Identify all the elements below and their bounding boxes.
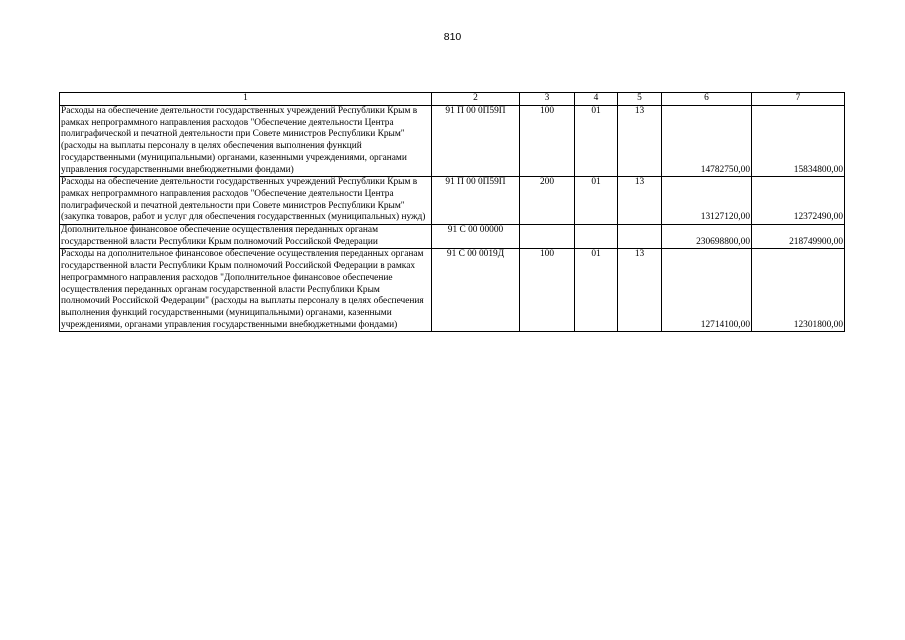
table-row (60, 225, 845, 249)
header-col-1: 1 (60, 93, 432, 106)
expense-name-cell: Расходы на обеспечение деятельности государственных учреждений Республики Крым в рамках непрограммного направления расходов "Обеспечение деятельности Центра полиграфической и печатной деятельности при Совете министров Республики Крым" (расходы на выплаты персоналу в целях обеспечения выполнения функций государственными (муниципальными) органами, казенными учреждениями, органами управления государственными внебюджетными фондами) (60, 106, 432, 177)
table-row (60, 106, 845, 177)
target-code-cell: 91 С 00 0019Д (432, 249, 520, 332)
table-header-row (60, 93, 845, 106)
target-code-cell: 91 П 00 0П59П (432, 106, 520, 177)
table-row (60, 249, 845, 332)
col4-cell: 01 (575, 249, 618, 332)
header-col-4: 4 (575, 93, 618, 106)
table-row (60, 177, 845, 225)
header-col-5: 5 (618, 93, 662, 106)
amount-col6-cell: 230698800,00 (662, 225, 752, 249)
header-col-7: 7 (752, 93, 845, 106)
col5-cell: 13 (618, 249, 662, 332)
page-number: 810 (443, 31, 462, 43)
amount-col6-cell: 12714100,00 (662, 249, 752, 332)
amount-col6-cell: 14782750,00 (662, 106, 752, 177)
col4-cell: 01 (575, 177, 618, 225)
col5-cell: 13 (618, 106, 662, 177)
expense-name-cell: Дополнительное финансовое обеспечение осуществления переданных органам государственной власти Республики Крым полномочий Российской Федерации (60, 225, 432, 249)
col4-cell: 01 (575, 106, 618, 177)
amount-col7-cell: 12372490,00 (752, 177, 845, 225)
col4-cell (575, 225, 618, 249)
header-col-6: 6 (662, 93, 752, 106)
col5-cell (618, 225, 662, 249)
amount-col7-cell: 12301800,00 (752, 249, 845, 332)
col3-cell: 100 (520, 249, 575, 332)
budget-table (59, 92, 845, 332)
amount-col7-cell: 15834800,00 (752, 106, 845, 177)
col5-cell: 13 (618, 177, 662, 225)
col3-cell: 100 (520, 106, 575, 177)
expense-name-cell: Расходы на обеспечение деятельности государственных учреждений Республики Крым в рамках непрограммного направления расходов "Обеспечение деятельности Центра полиграфической и печатной деятельности при Совете министров Республики Крым" (закупка товаров, работ и услуг для обеспечения государственных (муниципальных) нужд) (60, 177, 432, 225)
target-code-cell: 91 С 00 00000 (432, 225, 520, 249)
col3-cell (520, 225, 575, 249)
header-col-2: 2 (432, 93, 520, 106)
amount-col7-cell: 218749900,00 (752, 225, 845, 249)
amount-col6-cell: 13127120,00 (662, 177, 752, 225)
target-code-cell: 91 П 00 0П59П (432, 177, 520, 225)
col3-cell: 200 (520, 177, 575, 225)
expense-name-cell: Расходы на дополнительное финансовое обеспечение осуществления переданных органам государственной власти Республики Крым полномочий Российской Федерации в рамках непрограммного направления расходов "Дополнительное финансовое обеспечение осуществления переданных органам государственной власти Республики Крым полномочий Российской Федерации" (расходы на выплаты персоналу в целях обеспечения выполнения функций государственными (муниципальными) органами, казенными учреждениями, органами управления государственными внебюджетными фондами) (60, 249, 432, 332)
header-col-3: 3 (520, 93, 575, 106)
